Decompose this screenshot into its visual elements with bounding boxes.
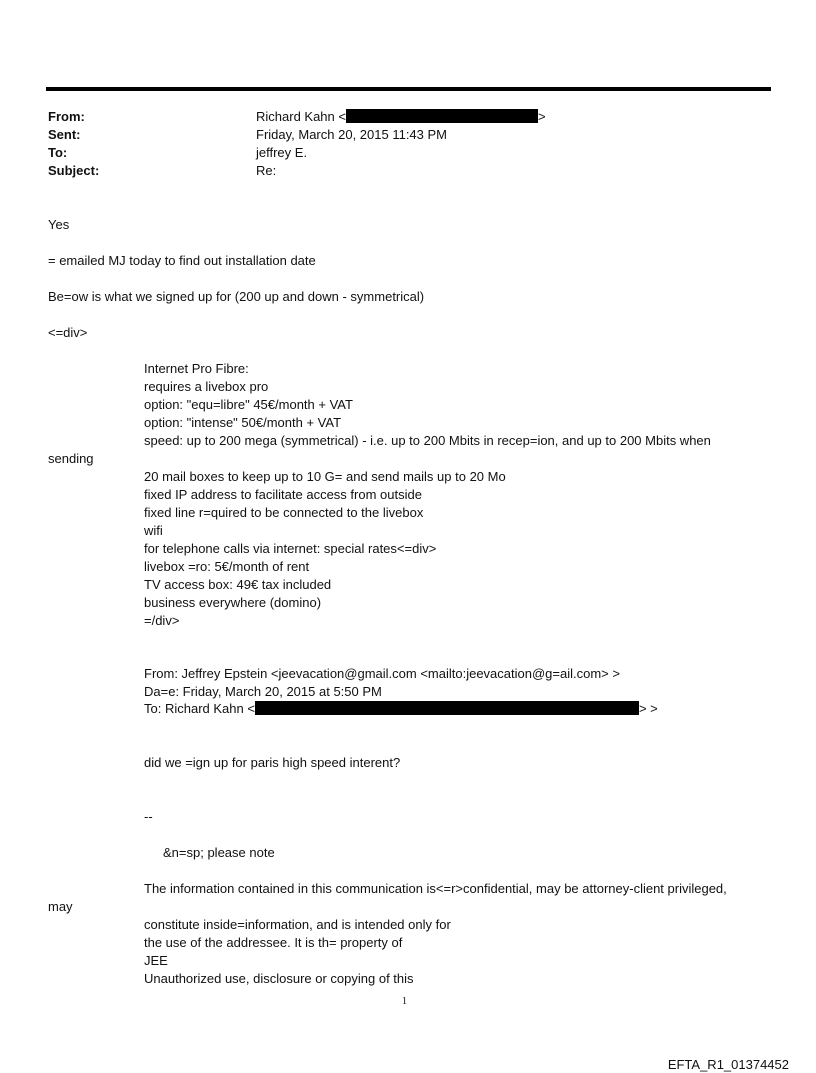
page-number: 1 bbox=[402, 996, 407, 1007]
subject-value: Re: bbox=[256, 163, 277, 178]
sent-label: Sent: bbox=[48, 127, 81, 142]
sent-value: Friday, March 20, 2015 11:43 PM bbox=[256, 127, 448, 142]
disclaimer-line: constitute inside=information, and is intended only for bbox=[144, 917, 451, 932]
header-rule bbox=[46, 87, 771, 91]
plan-line: livebox =ro: 5€/month of rent bbox=[144, 559, 310, 574]
plan-line: fixed IP address to facilitate access from outside bbox=[144, 487, 422, 502]
plan-line: option: "intense" 50€/month + VAT bbox=[144, 415, 342, 430]
plan-line: requires a livebox pro bbox=[144, 379, 269, 394]
disclaimer-line: JEE bbox=[144, 953, 168, 968]
body-sending: sending bbox=[48, 451, 94, 466]
quoted-to-suffix: > > bbox=[638, 701, 658, 716]
plan-line: TV access box: 49€ tax included bbox=[144, 577, 332, 592]
disclaimer-line: Unauthorized use, disclosure or copying of this bbox=[144, 971, 414, 986]
plan-line: Internet Pro Fibre: bbox=[144, 361, 249, 376]
plan-line: business everywhere (domino) bbox=[144, 595, 322, 610]
plan-line: =/div> bbox=[144, 613, 180, 628]
plan-line: wifi bbox=[144, 523, 163, 538]
body-below: Be=ow is what we signed up for (200 up and down - symmetrical) bbox=[48, 289, 425, 304]
plan-line: speed: up to 200 mega (symmetrical) - i.e. up to 200 Mbits in recep=ion, and up to 200 Mbits when bbox=[144, 433, 711, 448]
please-note: &n=sp; please note bbox=[163, 845, 275, 860]
from-name: Richard Kahn < bbox=[256, 109, 346, 124]
quoted-to bbox=[144, 701, 658, 716]
quoted-date: Da=e: Friday, March 20, 2015 at 5:50 PM bbox=[144, 684, 382, 699]
redaction-block bbox=[255, 701, 639, 715]
to-label: To: bbox=[48, 145, 68, 160]
plan-line: for telephone calls via internet: special rates<=div> bbox=[144, 541, 437, 556]
from-suffix: > bbox=[537, 109, 546, 124]
from-label: From: bbox=[48, 109, 85, 124]
plan-line: 20 mail boxes to keep up to 10 G= and send mails up to 20 Mo bbox=[144, 469, 506, 484]
quoted-to-name: To: Richard Kahn < bbox=[144, 701, 255, 716]
info-line: The information contained in this communication is<=r>confidential, may be attorney-client privileged, bbox=[144, 881, 727, 896]
body-emailed: = emailed MJ today to find out installation date bbox=[48, 253, 316, 268]
to-value: jeffrey E. bbox=[256, 145, 308, 160]
from-value bbox=[256, 109, 546, 124]
quoted-from: From: Jeffrey Epstein <jeevacation@gmail.com <mailto:jeevacation@g=ail.com> > bbox=[144, 666, 620, 681]
body-may: may bbox=[48, 899, 73, 914]
redaction-block bbox=[346, 109, 538, 123]
subject-label: Subject: bbox=[48, 163, 100, 178]
plan-line: option: "equ=libre" 45€/month + VAT bbox=[144, 397, 353, 412]
body-yes: Yes bbox=[48, 217, 70, 232]
plan-line: fixed line r=quired to be connected to the livebox bbox=[144, 505, 424, 520]
body-div-open: <=div> bbox=[48, 325, 88, 340]
footer-id: EFTA_R1_01374452 bbox=[667, 1057, 789, 1072]
disclaimer-line: the use of the addressee. It is th= property of bbox=[144, 935, 403, 950]
signature-dash: -- bbox=[144, 809, 153, 824]
question: did we =ign up for paris high speed interent? bbox=[144, 755, 401, 770]
